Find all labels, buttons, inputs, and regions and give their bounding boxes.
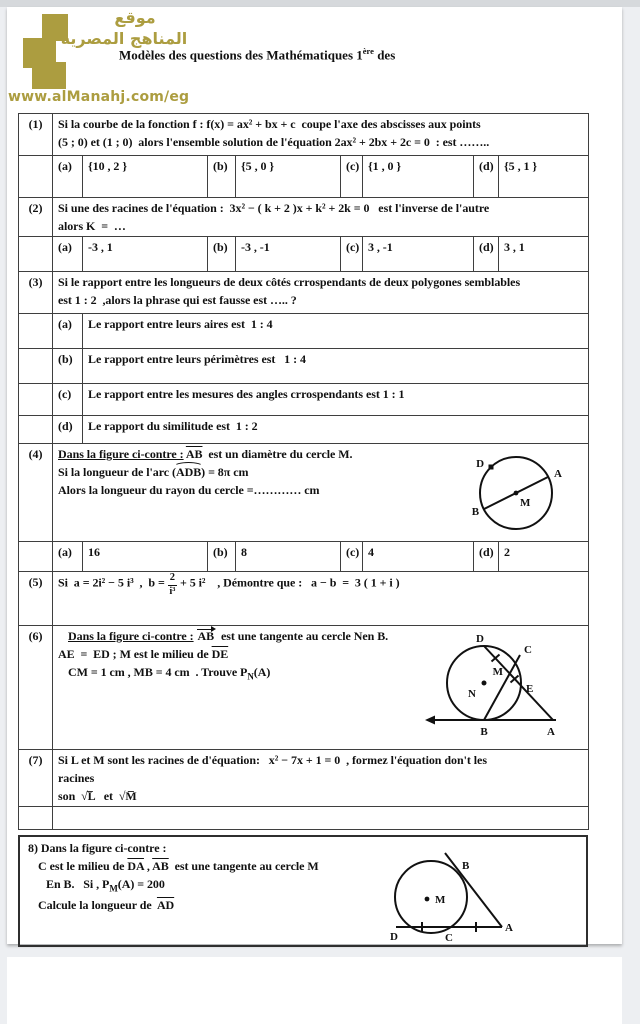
option-value: {5 , 1 } [499,156,589,198]
logo-block [32,62,66,89]
question-line: son √L̅ et √M̅ [58,789,137,803]
question-1-row [19,114,589,156]
spacer-cell [19,156,53,198]
segment-ad: $\overline{AD}$ [156,897,175,912]
almanahj-logo [18,14,78,94]
arc-adb: ADB [175,465,202,479]
spacer-cell [19,542,53,572]
figure-reference: Dans la figure ci-contre : [68,629,194,643]
segment-ab: $\overline{AB}$ [185,447,203,461]
choice-text: Le rapport entre leurs aires est 1 : 4 [83,314,589,349]
question-text [19,836,587,946]
ray-ab: AB [197,629,215,643]
option-label: (d) [474,156,499,198]
option-label: (b) [53,349,83,384]
option-label: (c) [341,237,363,272]
question-4-options-row [19,542,589,572]
question-number: (1) [19,114,53,156]
question-line: Si la courbe de la fonction f : f(x) = ax² + bx + c coupe l'axe des abscisses aux points [58,117,481,131]
spacer-cell [19,237,53,272]
fraction-numerator: 2 [168,573,177,586]
option-value: 2 [499,542,589,572]
empty-row [19,807,589,830]
question-number: (4) [19,444,53,542]
question-line: Si le rapport entre les longueurs de deux côtés crrospendants de deux polygones semblables [58,275,521,289]
spacer-cell [19,807,53,830]
arc-line-pre: Si la longueur de l'arc ( [58,465,176,479]
option-label: (a) [53,156,83,198]
option-label: (a) [53,542,83,572]
question-text [53,626,589,750]
figure-label: A [505,922,513,934]
option-value: 8 [236,542,341,572]
figure-label: M [520,497,531,509]
question-text [53,272,589,314]
question-text [53,750,589,807]
question-number: (3) [19,272,53,314]
equation-pre: CM = 1 cm , MB = 4 cm . Trouve P [68,665,248,679]
question-line: 8) Dans la figure ci-contre : [28,841,167,855]
segment-ab: $\overline{AB}$ [152,859,169,873]
title-suffix: des [373,47,396,63]
question-4-row [19,444,589,542]
figure-label: C [445,932,453,944]
segment-de: $\overline{DE}$ [211,647,229,661]
option-value: -3 , -1 [236,237,341,272]
question-line-mid: , [143,859,153,873]
spacer-cell [19,314,53,349]
top-strip [0,0,640,7]
question-8-table [18,835,588,947]
option-label: (d) [474,542,499,572]
spacer-cell [19,349,53,384]
equation-pre: AE = ED ; M est le milieu de [58,647,212,661]
spacer-cell [19,416,53,444]
arc-line-post: ) = 8π cm [201,465,249,479]
equation-post: (A) = 200 [117,877,165,891]
document-title [119,46,395,63]
choice-text: Le rapport entre leurs périmètres est 1 : 4 [83,349,589,384]
question-line-pre: C est le milieu de [38,859,128,873]
option-label: (a) [53,237,83,272]
option-label: (a) [53,314,83,349]
question-number: (6) [19,626,53,750]
option-label: (b) [208,542,236,572]
title-superscript: ère [362,46,374,56]
question-text [53,444,589,542]
choice-text: Le rapport du similitude est 1 : 2 [83,416,589,444]
spacer-cell [53,807,589,830]
question-3-row [19,272,589,314]
question-2-row [19,198,589,237]
option-label: (b) [208,156,236,198]
questions-table [18,113,589,830]
question-2-options-row [19,237,589,272]
option-value: {5 , 0 } [236,156,341,198]
question-3-choice-d-row [19,416,589,444]
circle-figure-q8 [390,839,530,945]
figure-label: A [547,726,556,738]
question-8-row [19,836,587,946]
figure-label: B [480,726,488,738]
question-number: (5) [19,572,53,626]
choice-text: Le rapport entre les mesures des angles crrospendants est 1 : 1 [83,384,589,416]
segment-da: $\overline{DA}$ [127,859,144,873]
figure-reference: Dans la figure ci-contre : [58,447,184,461]
fraction-denominator: i³ [169,585,176,597]
question-6-row [19,626,589,750]
figure-label: C [524,644,532,656]
logo-arabic-name: المناهج المصرية [60,29,188,48]
fraction [168,573,177,597]
question-line-rest: est une tangente au cercle Nen B. [215,629,389,643]
option-value: 16 [83,542,208,572]
figure-label: D [476,458,485,470]
power-subscript: N [247,671,254,682]
question-text [53,114,589,156]
option-value: -3 , 1 [83,237,208,272]
equation-post: (A) [253,665,271,679]
circle-figure-q4 [446,446,581,540]
logo-arabic-word: موقع [114,8,156,27]
option-value: 3 , 1 [499,237,589,272]
site-url-link[interactable]: www.alManahj.com/eg [8,89,190,105]
option-value: {10 , 2 } [83,156,208,198]
option-label: (b) [208,237,236,272]
equation-pre: En B. Si , P [46,877,110,891]
question-3-choice-a-row [19,314,589,349]
figure-label: B [462,860,470,872]
question-line: Si une des racines de l'équation : 3x² − ( k + 2 )x + k² + 2k = 0 est l'inverse de l'autre [58,201,490,215]
option-label: (c) [341,156,363,198]
question-line-rest: est un diamètre du cercle M. [202,447,353,461]
equation-pre: Si a = 2i² − 5 i³ , b = [58,575,165,590]
question-1-options-row [19,156,589,198]
question-number: (2) [19,198,53,237]
figure-label: M [435,894,446,906]
question-line: (5 ; 0) et (1 ; 0) alors l'ensemble solution de l'équation 2ax² + 2bx + 2c = 0 : est …….. [58,135,490,149]
question-line: est 1 : 2 ,alors la phrase qui est fausse est ….. ? [58,293,297,307]
title-text: Modèles des questions des Mathématiques 1 [119,47,363,63]
figure-label: A [554,468,562,480]
option-value: 4 [363,542,474,572]
figure-label: D [476,633,485,645]
figure-label: D [390,931,398,943]
option-label: (d) [474,237,499,272]
question-3-choice-b-row [19,349,589,384]
option-label: (d) [53,416,83,444]
question-line: Si L et M sont les racines de d'équation: x² − 7x + 1 = 0 , formez l'équation don't les [58,753,487,767]
question-3-choice-c-row [19,384,589,416]
spacer-cell [19,384,53,416]
circle-figure-q6 [423,628,583,750]
figure-label: B [471,506,480,518]
equation-post: + 5 i² , Démontre que : a − b = 3 ( 1 + i ) [179,575,400,590]
power-subscript: M [109,883,118,894]
figure-label: E [526,683,534,695]
question-line: racines [58,771,95,785]
question-line: alors K = … [58,219,126,233]
question-7-row [19,750,589,807]
document-page-2 [7,957,622,1024]
question-line: Alors la longueur du rayon du cercle =………… cm [58,483,320,497]
question-text [53,572,589,626]
figure-label: M [492,666,504,678]
option-label: (c) [341,542,363,572]
question-5-row [19,572,589,626]
option-value: {1 , 0 } [363,156,474,198]
question-line-post: est une tangente au cercle M [168,859,319,873]
option-value: 3 , -1 [363,237,474,272]
question-line-pre: Calcule la longueur de [38,897,157,912]
option-label: (c) [53,384,83,416]
question-line [58,573,583,597]
question-number: (7) [19,750,53,807]
question-text [53,198,589,237]
figure-label: N [468,688,477,700]
document-page-1 [7,7,622,944]
